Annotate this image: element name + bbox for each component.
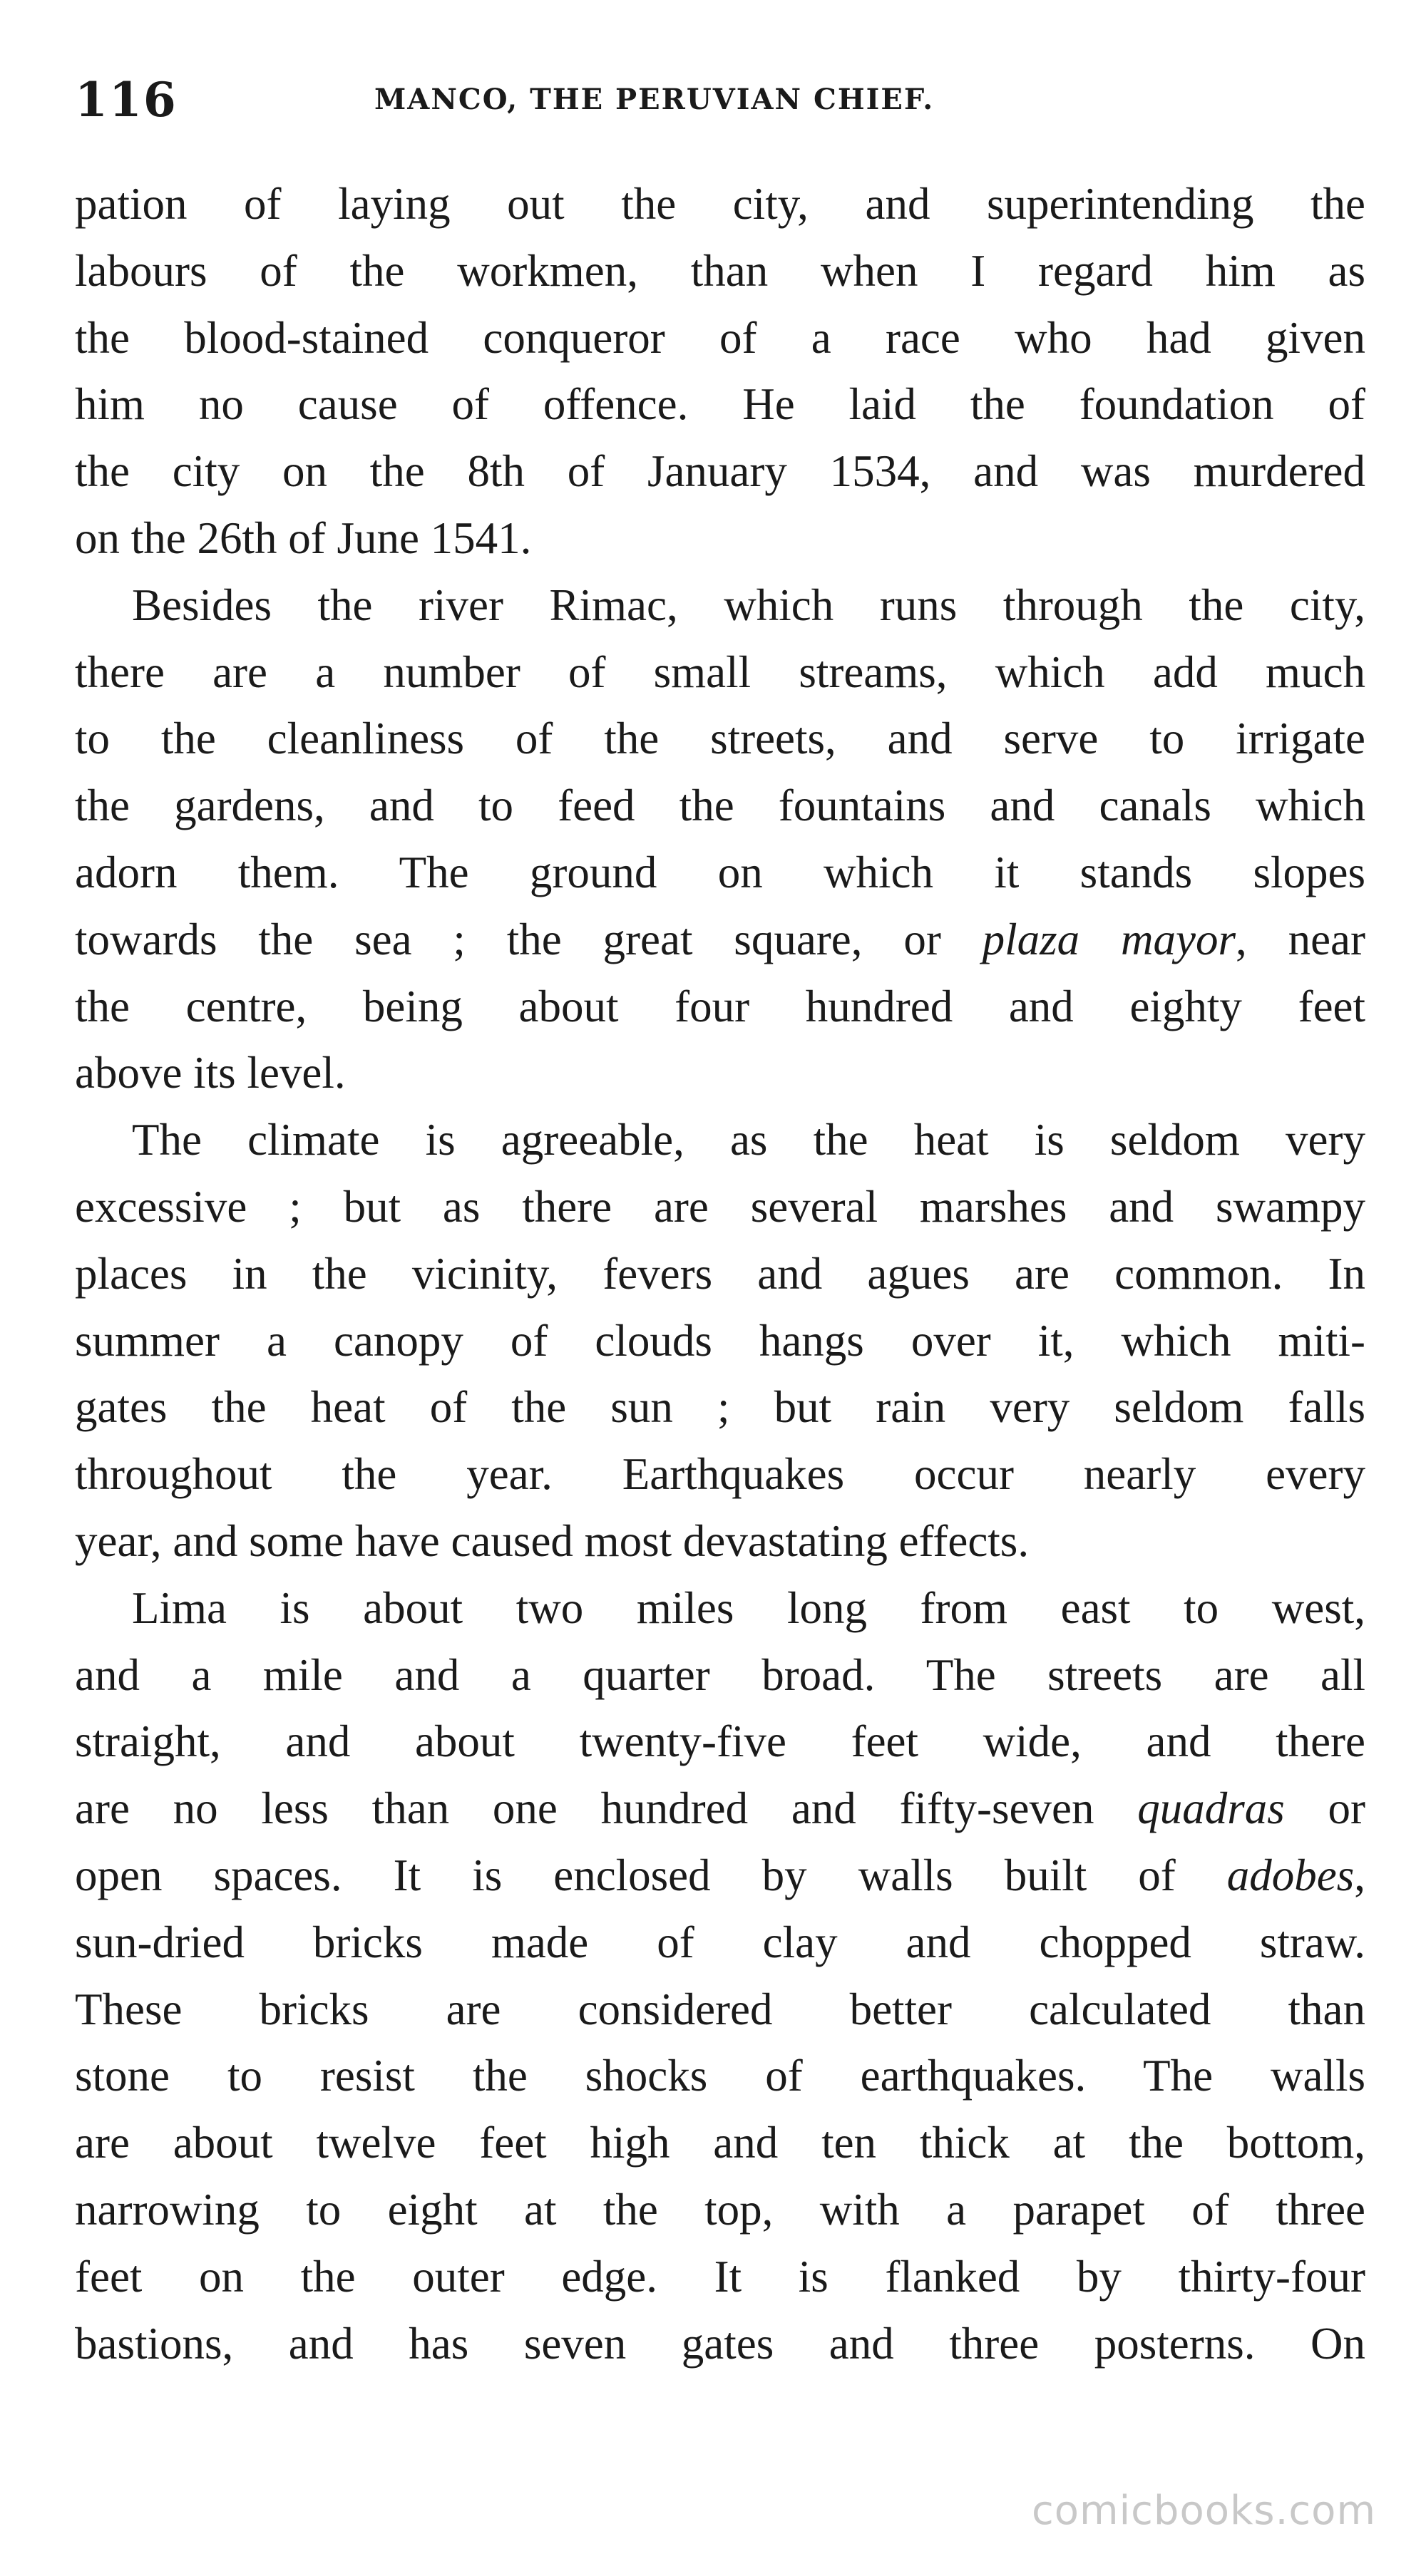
text-line: on the 26th of June 1541. <box>75 512 532 563</box>
text-line: The climate is agreeable, as the heat is seldom very <box>132 1115 1365 1165</box>
text-line: and a mile and a quarter broad. The streets are all <box>75 1649 1365 1700</box>
paragraph-4 <box>75 1575 1365 2378</box>
text-line: gates the heat of the sun ; but rain very seldom falls <box>75 1382 1365 1433</box>
text-line-mixed <box>75 1776 1365 1843</box>
text-line: straight, and about twenty-five feet wide, and there <box>75 1716 1365 1767</box>
italic-term: plaza mayor <box>982 914 1236 964</box>
text-line: to the cleanliness of the streets, and serve to irrigate <box>75 713 1365 764</box>
text-line: excessive ; but as there are several marshes and swampy <box>75 1181 1365 1232</box>
text-line: adorn them. The ground on which it stands slopes <box>75 847 1365 897</box>
text-line: These bricks are considered better calculated than <box>75 1984 1365 2034</box>
text-line: labours of the workmen, than when I regard him as <box>75 245 1365 296</box>
text-line: Besides the river Rimac, which runs through the city, <box>132 579 1365 630</box>
text-line: year, and some have caused most devastating effects. <box>75 1515 1030 1566</box>
text-line: the blood-stained conqueror of a race who had given <box>75 312 1365 363</box>
body-text <box>75 171 1365 2377</box>
italic-term: quadras <box>1137 1783 1285 1834</box>
text-run: open spaces. It is enclosed by walls built of <box>75 1850 1227 1900</box>
text-line: places in the vicinity, fevers and agues are common. In <box>75 1248 1365 1299</box>
watermark: comicbooks.com <box>1031 2488 1376 2534</box>
text-line: Lima is about two miles long from east to west, <box>132 1582 1365 1633</box>
text-line: feet on the outer edge. It is flanked by thirty-four <box>75 2251 1365 2302</box>
text-line: him no cause of offence. He laid the foundation of <box>75 379 1365 430</box>
text-line: summer a canopy of clouds hangs over it, which miti- <box>75 1315 1365 1366</box>
text-run: towards the sea ; the great square, or <box>75 914 983 964</box>
text-line: pation of laying out the city, and superintending the <box>75 179 1365 229</box>
text-line-mixed <box>75 907 1365 974</box>
paragraph-1 <box>75 171 1365 572</box>
text-line: the city on the 8th of January 1534, and was murdered <box>75 446 1365 497</box>
text-line: sun-dried bricks made of clay and chopped straw. <box>75 1917 1365 1967</box>
text-line: there are a number of small streams, which add much <box>75 646 1365 697</box>
paragraph-3 <box>75 1107 1365 1575</box>
text-run: , near <box>1236 914 1365 964</box>
text-line: throughout the year. Earthquakes occur nearly every <box>75 1449 1365 1500</box>
italic-term: adobes <box>1226 1850 1355 1900</box>
text-run: or <box>1284 1783 1366 1834</box>
page-header <box>75 61 1369 139</box>
text-line: the centre, being about four hundred and eighty feet <box>75 981 1365 1031</box>
page-number: 116 <box>75 72 178 128</box>
text-line-mixed <box>75 1843 1365 1910</box>
text-line: narrowing to eight at the top, with a parapet of three <box>75 2184 1365 2235</box>
text-line: are about twelve feet high and ten thick at the bottom, <box>75 2118 1365 2168</box>
text-run: , <box>1354 1850 1365 1900</box>
running-head: MANCO, THE PERUVIAN CHIEF. <box>374 83 935 116</box>
paragraph-2 <box>75 572 1365 1107</box>
text-line: the gardens, and to feed the fountains and canals which <box>75 780 1365 831</box>
text-line: bastions, and has seven gates and three posterns. On <box>75 2318 1365 2369</box>
text-line: above its level. <box>75 1048 346 1098</box>
text-line: stone to resist the shocks of earthquakes. The walls <box>75 2051 1365 2101</box>
text-run: are no less than one hundred and fifty-seven <box>75 1783 1138 1834</box>
